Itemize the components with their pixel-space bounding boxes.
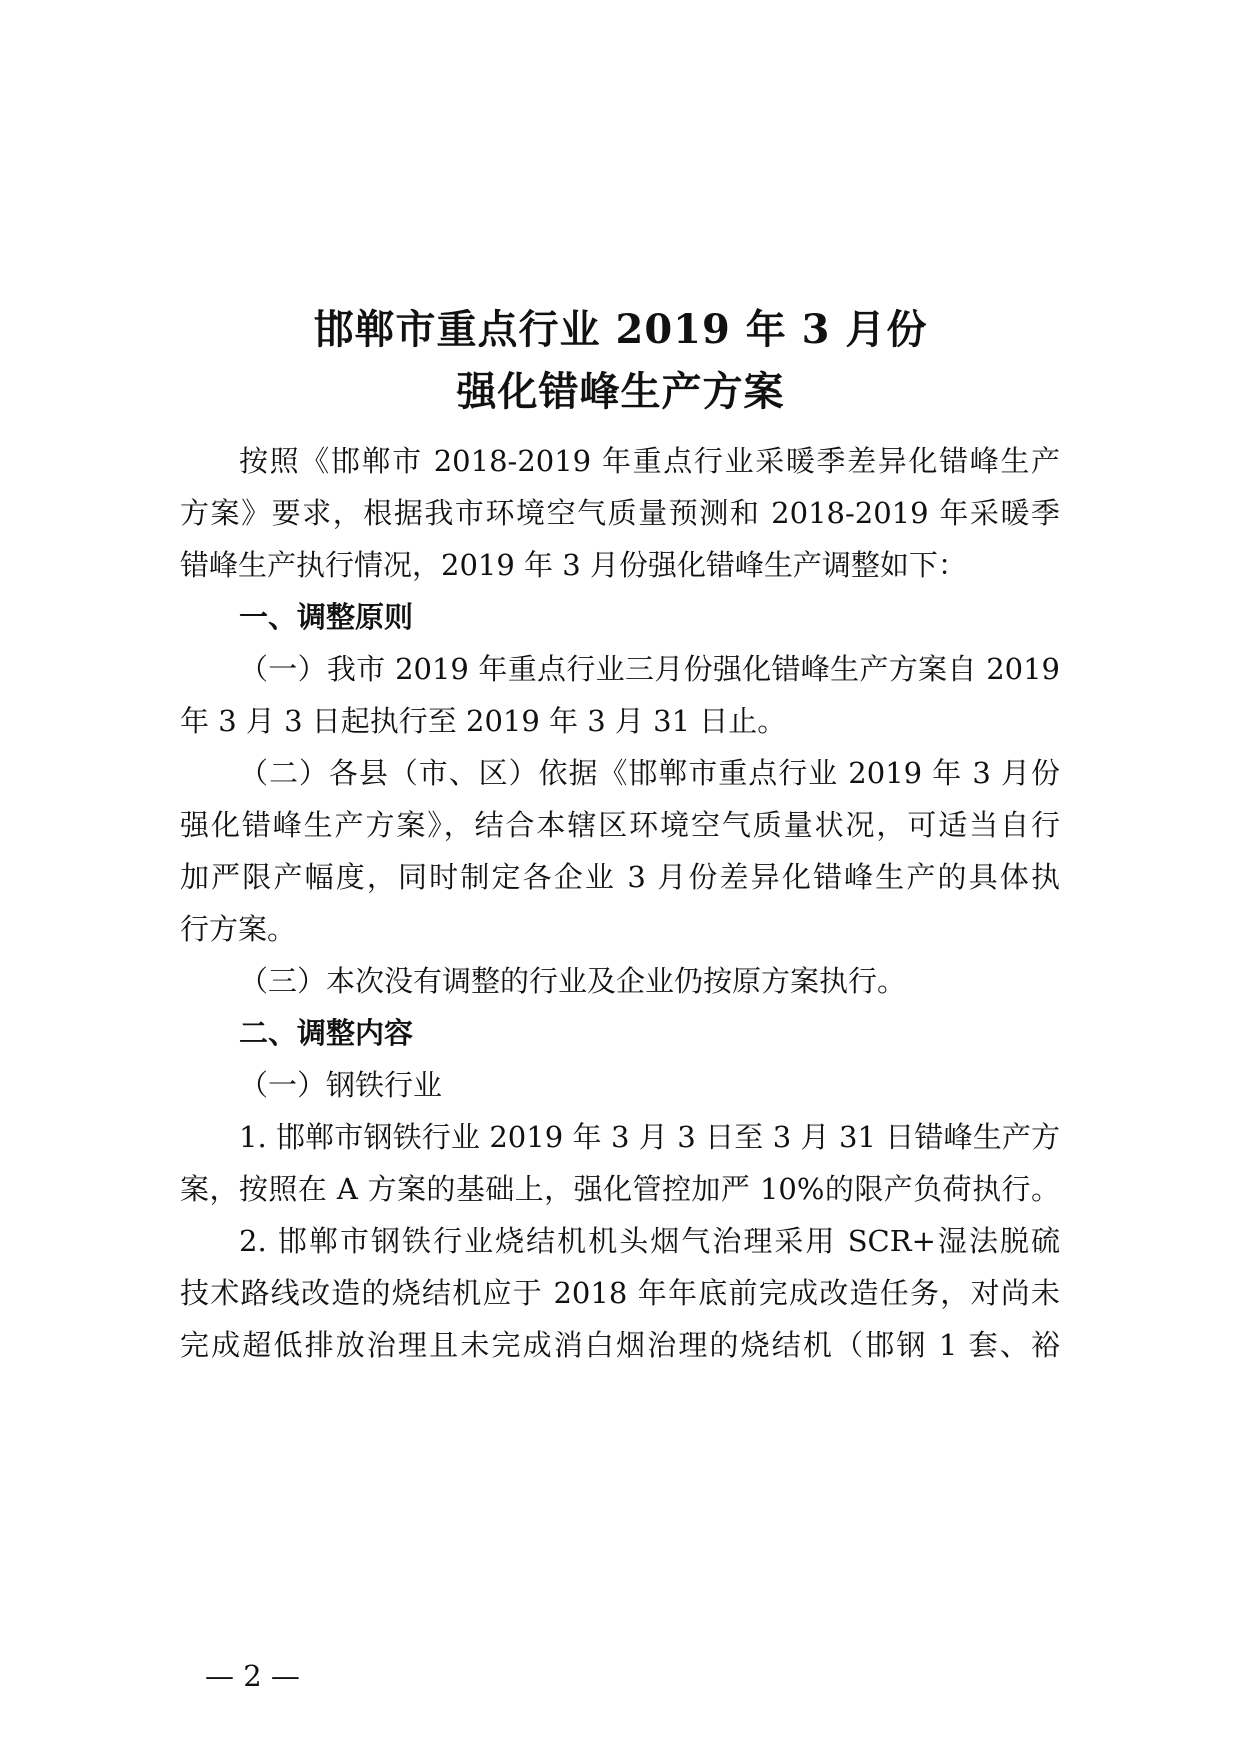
paragraph-principle-2-line-3: 加严限产幅度，同时制定各企业 3 月份差异化错峰生产的具体执	[180, 860, 1060, 894]
paragraph-intro-line-2: 方案》要求，根据我市环境空气质量预测和 2018-2019 年采暖季	[180, 496, 1060, 530]
paragraph-intro-line-3: 错峰生产执行情况，2019 年 3 月份强化错峰生产调整如下：	[180, 548, 967, 582]
paragraph-steel-1-line-2: 案，按照在 A 方案的基础上，强化管控加严 10%的限产负荷执行。	[180, 1172, 1060, 1206]
paragraph-steel-2-line-1: 2. 邯郸市钢铁行业烧结机机头烟气治理采用 SCR+湿法脱硫	[239, 1224, 1060, 1258]
paragraph-principle-1-line-2: 年 3 月 3 日起执行至 2019 年 3 月 31 日止。	[180, 704, 787, 738]
paragraph-intro-line-1: 按照《邯郸市 2018-2019 年重点行业采暖季差异化错峰生产	[239, 444, 1060, 478]
page-number: — 2 —	[205, 1659, 300, 1693]
paragraph-steel-1-line-1: 1. 邯郸市钢铁行业 2019 年 3 月 3 日至 3 月 31 日错峰生产方	[239, 1120, 1060, 1154]
document-title-line-1: 邯郸市重点行业 2019 年 3 月份	[313, 306, 928, 353]
document-title-line-2: 强化错峰生产方案	[456, 368, 785, 415]
paragraph-principle-3: （三）本次没有调整的行业及企业仍按原方案执行。	[239, 964, 907, 998]
section-heading-principles: 一、调整原则	[239, 600, 414, 634]
paragraph-principle-2-line-4: 行方案。	[180, 912, 297, 946]
paragraph-principle-1-line-1: （一）我市 2019 年重点行业三月份强化错峰生产方案自 2019	[239, 652, 1060, 686]
subsection-heading-steel: （一）钢铁行业	[239, 1068, 443, 1102]
paragraph-principle-2-line-1: （二）各县（市、区）依据《邯郸市重点行业 2019 年 3 月份	[239, 756, 1060, 790]
paragraph-principle-2-line-2: 强化错峰生产方案》，结合本辖区环境空气质量状况，可适当自行	[180, 808, 1060, 842]
paragraph-steel-2-line-2: 技术路线改造的烧结机应于 2018 年年底前完成改造任务，对尚未	[180, 1276, 1060, 1310]
paragraph-steel-2-line-3: 完成超低排放治理且未完成消白烟治理的烧结机（邯钢 1 套、裕	[180, 1328, 1060, 1362]
section-heading-content: 二、调整内容	[239, 1016, 414, 1050]
